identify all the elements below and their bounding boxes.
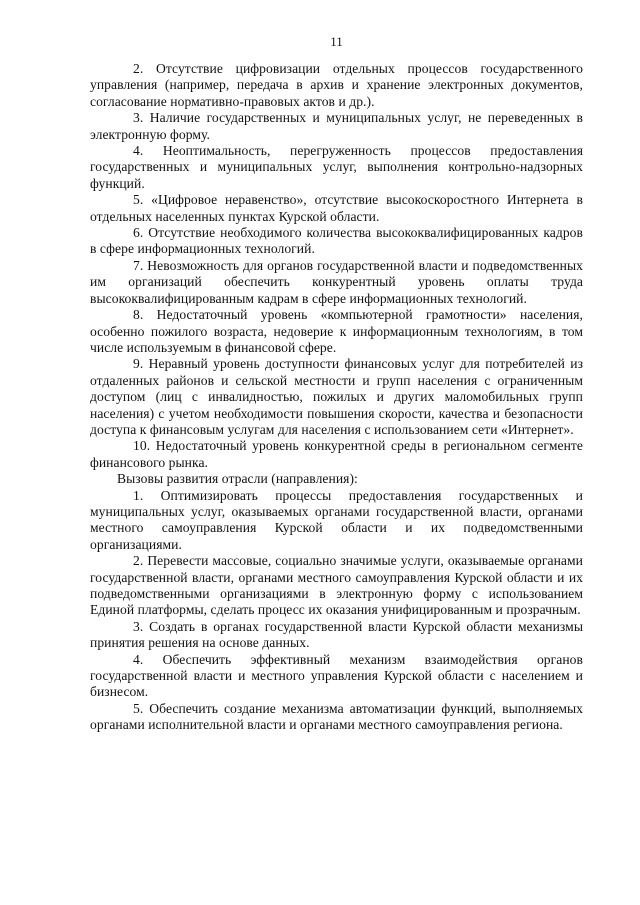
challenges-heading: Вызовы развития отрасли (направления):: [117, 471, 358, 487]
challenge-paragraph-1: 1. Оптимизировать процессы предоставления государственных и муниципальных услуг, оказываемых органами государственной власти, органами местного самоуправления Курской области и их подведомственными организациями.: [90, 487, 583, 552]
problem-paragraph-2: 2. Отсутствие цифровизации отдельных процессов государственного управления (например, передача в архив и хранение электронных документов, согласование нормативно-правовых актов и др.).: [90, 61, 583, 109]
problem-paragraph-7: 7. Невозможность для органов государственной власти и подведомственных им организаций обеспечить конкурентный уровень оплаты труда высококвалифицированным кадрам в сфере информационных технологий.: [90, 257, 583, 306]
problem-paragraph-6: 6. Отсутствие необходимого количества высококвалифицированных кадров в сфере информационных технологий.: [90, 225, 583, 257]
challenge-paragraph-4: 4. Обеспечить эффективный механизм взаимодействия органов государственной власти и местного управления Курской области с населением и бизнесом.: [90, 651, 583, 700]
document-body: [90, 61, 583, 734]
problem-paragraph-5: 5. «Цифровое неравенство», отсутствие высокоскоростного Интернета в отдельных населенных пунктах Курской области.: [90, 192, 583, 224]
challenge-paragraph-2: 2. Перевести массовые, социально значимые услуги, оказываемые органами государственной власти, органами местного самоуправления Курской области и их подведомственными организациями в электронную форму с использованием Единой платформы, сделать процесс их оказания унифицированным и прозрачным.: [90, 553, 583, 618]
problem-paragraph-9: 9. Неравный уровень доступности финансовых услуг для потребителей из отдаленных районов и сельской местности и групп населения с ограниченным доступом (лиц с инвалидностью, пожилых и других маломобильных групп населения) с учетом необходимости повышения скорости, качества и безопасности доступа к финансовым услугам для населения с использованием сети «Интернет».: [90, 356, 583, 437]
problem-paragraph-10: 10. Недостаточный уровень конкурентной среды в региональном сегменте финансового рынка.: [90, 438, 583, 470]
challenge-paragraph-3: 3. Создать в органах государственной власти Курской области механизмы принятия решения на основе данных.: [90, 618, 583, 651]
page-number: 11: [330, 34, 343, 49]
problem-paragraph-8: 8. Недостаточный уровень «компьютерной грамотности» населения, особенно пожилого возраста, недоверие к информационным технологиям, в том числе используемым в финансовой сфере.: [90, 307, 583, 355]
problem-paragraph-4: 4. Неоптимальность, перегруженность процессов предоставления государственных и муниципальных услуг, выполнения контрольно-надзорных функций.: [90, 143, 583, 191]
problem-paragraph-3: 3. Наличие государственных и муниципальных услуг, не переведенных в электронную форму.: [90, 110, 583, 142]
challenge-paragraph-5: 5. Обеспечить создание механизма автоматизации функций, выполняемых органами исполнительной власти и органами местного самоуправления региона.: [90, 700, 583, 733]
